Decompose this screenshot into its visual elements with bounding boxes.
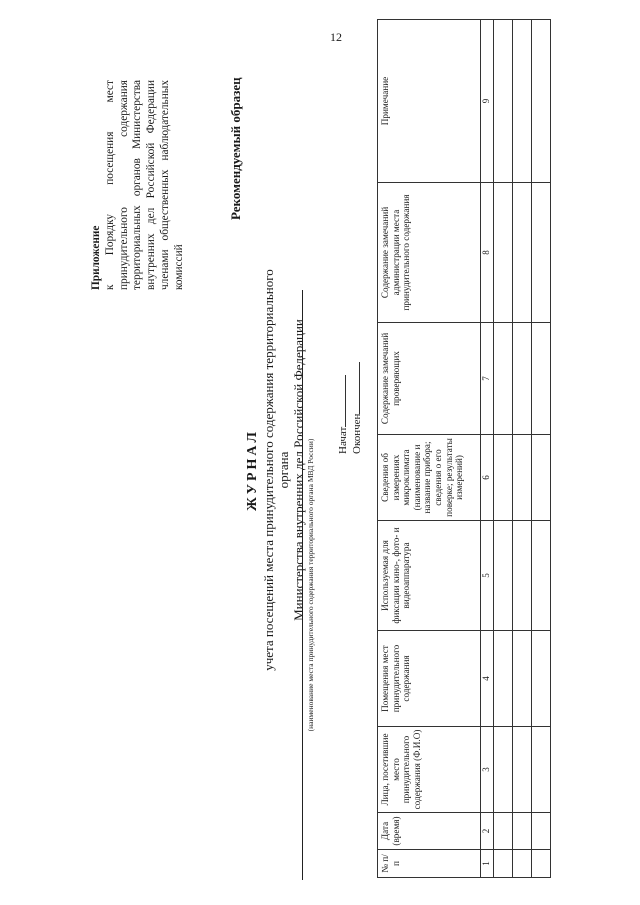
column-number-row bbox=[481, 20, 494, 878]
journal-subtitle-line2: Министерства внутренних дел Российской Федерации bbox=[291, 319, 306, 621]
table-cell bbox=[494, 727, 513, 813]
table-cell bbox=[513, 813, 532, 850]
rotated-content bbox=[10, 20, 630, 880]
column-header: Помещения мест принудительного содержания bbox=[378, 631, 481, 727]
started-finished-block bbox=[336, 362, 364, 454]
column-number: 5 bbox=[481, 521, 494, 631]
column-number: 7 bbox=[481, 323, 494, 435]
finished-line bbox=[350, 362, 360, 414]
column-header: Содержание замечаний администрации места принудительного содержания bbox=[378, 183, 481, 323]
column-header: Используемая для фиксации кино-, фото- и видеоаппаратура bbox=[378, 521, 481, 631]
table-cell bbox=[532, 435, 551, 521]
empty-rows bbox=[494, 20, 551, 878]
table-cell bbox=[513, 20, 532, 183]
table-cell bbox=[532, 183, 551, 323]
table-cell bbox=[494, 850, 513, 878]
table-cell bbox=[494, 183, 513, 323]
journal-title: ЖУРНАЛ bbox=[245, 429, 260, 511]
table-row bbox=[513, 20, 532, 878]
table-cell bbox=[513, 727, 532, 813]
table-cell bbox=[494, 323, 513, 435]
table-cell bbox=[513, 631, 532, 727]
page-number: 12 bbox=[330, 30, 342, 44]
journal-subtitle-line1: учета посещений места принудительного содержания территориального органа bbox=[261, 269, 291, 671]
table-header-row bbox=[378, 20, 481, 878]
finished-label: Окончен bbox=[351, 413, 363, 454]
table-cell bbox=[494, 521, 513, 631]
column-number: 2 bbox=[481, 813, 494, 850]
column-number: 8 bbox=[481, 183, 494, 323]
table-cell bbox=[513, 183, 532, 323]
column-number: 6 bbox=[481, 435, 494, 521]
column-header: Примечание bbox=[378, 20, 481, 183]
table-cell bbox=[494, 435, 513, 521]
column-number: 9 bbox=[481, 20, 494, 183]
journal-title-block bbox=[245, 260, 306, 680]
column-header: Дата (время) bbox=[378, 813, 481, 850]
table-cell bbox=[513, 323, 532, 435]
recommended-sample-label: Рекомендуемый образец bbox=[228, 77, 243, 220]
table-cell bbox=[532, 727, 551, 813]
org-name-caption: (наименование места принудительного содержания территориального органа МВД России) bbox=[306, 438, 315, 732]
table-cell bbox=[532, 323, 551, 435]
table-cell bbox=[532, 20, 551, 183]
column-number: 1 bbox=[481, 850, 494, 878]
started-line bbox=[336, 375, 346, 427]
table-cell bbox=[494, 631, 513, 727]
appendix-heading: Приложение bbox=[90, 225, 102, 290]
journal-table bbox=[377, 19, 551, 878]
table-cell bbox=[532, 850, 551, 878]
table-cell bbox=[513, 850, 532, 878]
appendix-block bbox=[90, 80, 187, 290]
table-row bbox=[494, 20, 513, 878]
table-cell bbox=[513, 521, 532, 631]
appendix-text: к Порядку посещения мест принудительного содержания территориальных органов Министерства внутренних дел Российской Федерации членами общественных наблюдательных комиссий bbox=[103, 80, 185, 290]
table-cell bbox=[532, 521, 551, 631]
table-cell bbox=[513, 435, 532, 521]
table-cell bbox=[494, 20, 513, 183]
column-number: 4 bbox=[481, 631, 494, 727]
column-number: 3 bbox=[481, 727, 494, 813]
column-header: Сведения об измерениях микроклимата (наименование и название прибора; сведения о его поверке; результаты измерений) bbox=[378, 435, 481, 521]
column-header: Содержание замечаний проверяющих bbox=[378, 323, 481, 435]
column-header: Лица, посетившие место принудительного содержания (Ф.И.О) bbox=[378, 727, 481, 813]
column-header: № п/п bbox=[378, 850, 481, 878]
table-cell bbox=[494, 813, 513, 850]
org-name-line bbox=[302, 290, 303, 880]
table-cell bbox=[532, 631, 551, 727]
table-row bbox=[532, 20, 551, 878]
started-label: Начат bbox=[337, 426, 349, 454]
table-cell bbox=[532, 813, 551, 850]
